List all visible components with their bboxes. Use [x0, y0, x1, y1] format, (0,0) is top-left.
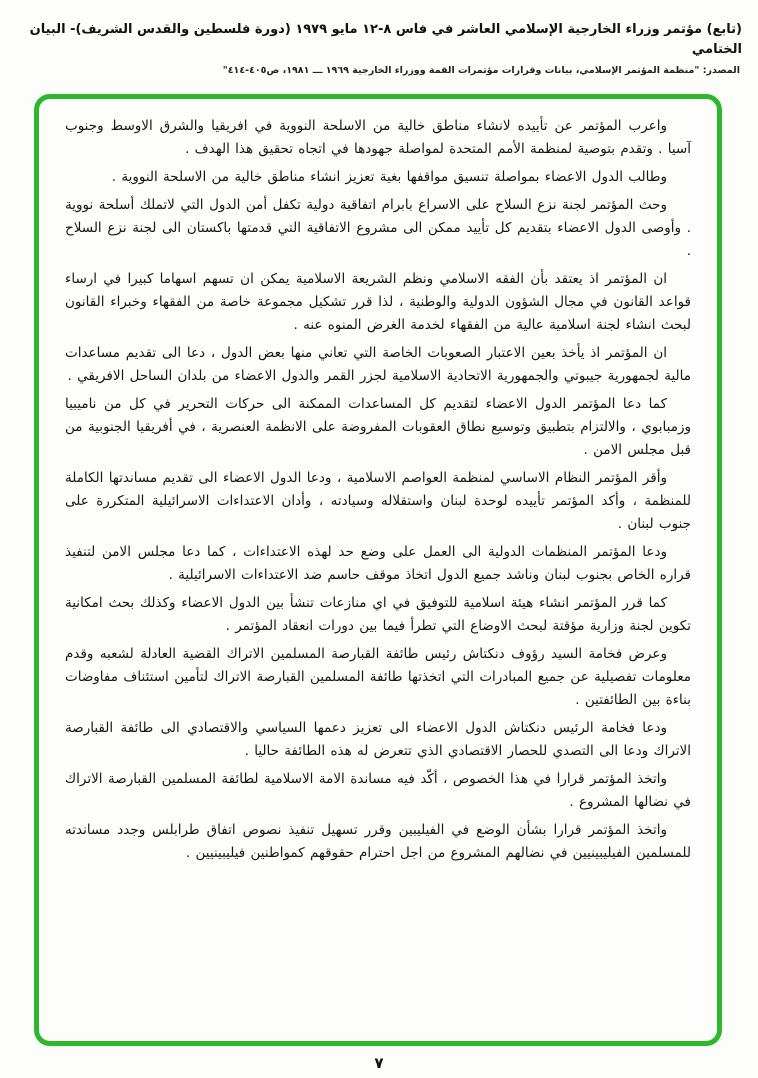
- paragraph: واتخذ المؤتمر قرارا في هذا الخصوص ، أكّد فيه مساندة الامة الاسلامية لطائفة المسلمين القبارصة الاتراك في نضالها المشروع .: [65, 771, 691, 810]
- page-number: ٧: [374, 1054, 384, 1072]
- paragraph: وحث المؤتمر لجنة نزع السلاح على الاسراع بابرام اتفاقية دولية تكفل أمن الدول التي لاتملك أسلحة نووية . وأوصى الدول الاعضاء بتقديم كل تأييد ممكن الى مشروع الاتفاقية التي قدمتها باكستان الى لجنة نزع السلاح .: [65, 197, 691, 259]
- content-border-box: [34, 94, 722, 1046]
- paragraph: ودعا فخامة الرئيس دنكتاش الدول الاعضاء الى تعزيز دعمها السياسي والاقتصادي الى طائفة القبارصة الاتراك ودعا الى التصدي للحصار الاقتصادي الذي تتعرض له هذه الطائفة حاليا .: [65, 720, 691, 759]
- paragraph: واعرب المؤتمر عن تأييده لانشاء مناطق خالية من الاسلحة النووية في افريقيا والشرق الاوسط وجنوب آسيا . وتقدم بتوصية لمنظمة الأمم المتحدة لمواصلة جهودها في اتجاه تحقيق هذا الهدف .: [65, 118, 691, 157]
- page-footer: [0, 1053, 758, 1072]
- paragraph: واتخذ المؤتمر قرارا بشأن الوضع في الفيليبين وقرر تسهيل تنفيذ نصوص اتفاق طرابلس وجدد مساندته للمسلمين الفيليبينيين في نضالهم المشروع من اجل احترام حقوقهم كمواطنين فيليبينيين .: [65, 822, 691, 861]
- paragraph: ان المؤتمر اذ يعتقد بأن الفقه الاسلامي ونظم الشريعة الاسلامية يمكن ان تسهم اسهاما كبيرا في ارساء قواعد القانون في مجال الشؤون الدولية والوطنية ، لذا قرر تشكيل مجموعة خاصة من الفقهاء وخبراء القانون لبحث انشاء لجنة اسلامية عالية من الفقهاء لخدمة الغرض المنوه عنه .: [65, 271, 691, 333]
- paragraph: كما دعا المؤتمر الدول الاعضاء لتقديم كل المساعدات الممكنة الى حركات التحرير في كل من ناميبيا وزمبابوي ، والالتزام بتطبيق وتوسيع نطاق العقوبات المفروضة على الانظمة العنصرية ، في أفريقيا الجنوبية من قبل مجلس الامن .: [65, 396, 691, 458]
- paragraph: ودعا المؤتمر المنظمات الدولية الى العمل على وضع حد لهذه الاعتداءات ، كما دعا مجلس الامن لتنفيذ قراره الخاص بجنوب لبنان وناشد جميع الدول اتخاذ موقف حاسم ضد الاعتداءات الاسرائيلية .: [65, 544, 691, 583]
- document-header: [0, 0, 758, 76]
- paragraph: وأقر المؤتمر النظام الاساسي لمنظمة العواصم الاسلامية ، ودعا الدول الاعضاء الى تقديم مساندتها الكاملة للمنظمة ، وأكد المؤتمر تأييده لوحدة لبنان واستقلاله وسيادته ، وأدان الاعتداءات الاسرائيلية المتكررة على جنوب لبنان .: [65, 470, 691, 532]
- paragraph: وطالب الدول الاعضاء بمواصلة تنسيق مواقفها بغية تعزيز انشاء مناطق خالية من الاسلحة النووية .: [111, 169, 667, 185]
- paragraph: كما قرر المؤتمر انشاء هيئة اسلامية للتوفيق في اي منازعات تنشأ بين الدول الاعضاء وكذلك بحث امكانية تكوين لجنة وزارية مؤقتة لبحث الاوضاع التي تطرأ فيما بين دورات انعقاد المؤتمر .: [65, 595, 691, 634]
- source-line: المصدر: "منظمة المؤتمر الإسلامي، بيانات وقرارات مؤتمرات القمة ووزراء الخارجية ١٩٦٩ ـــ ١٩٨١، ص٤٠٥-٤١٤": [222, 65, 740, 77]
- paragraph: وعرض فخامة السيد رؤوف دنكتاش رئيس طائفة القبارصة المسلمين الاتراك القضية العادلة لشعبه وقدم معلومات تفصيلية عن جميع المبادرات التي اتخذتها طائفة المسلمين القبارصة الاتراك لتأمين استئناف مفاوضات بناءة بين الطائفتين .: [65, 646, 691, 708]
- paragraph: ان المؤتمر اذ يأخذ بعين الاعتبار الصعوبات الخاصة التي تعاني منها بعض الدول ، دعا الى تقديم مساعدات مالية لجمهورية جيبوتي والجمهورية الاتحادية الاسلامية لجزر القمر والدول الاعضاء من بلدان الساحل الافريقي .: [65, 345, 691, 384]
- document-title: (تابع) مؤتمر وزراء الخارجية الإسلامي العاشر في فاس ٨-١٢ مايو ١٩٧٩ (دورة فلسطين والقدس الشريف)- البيان الختامي: [29, 22, 742, 58]
